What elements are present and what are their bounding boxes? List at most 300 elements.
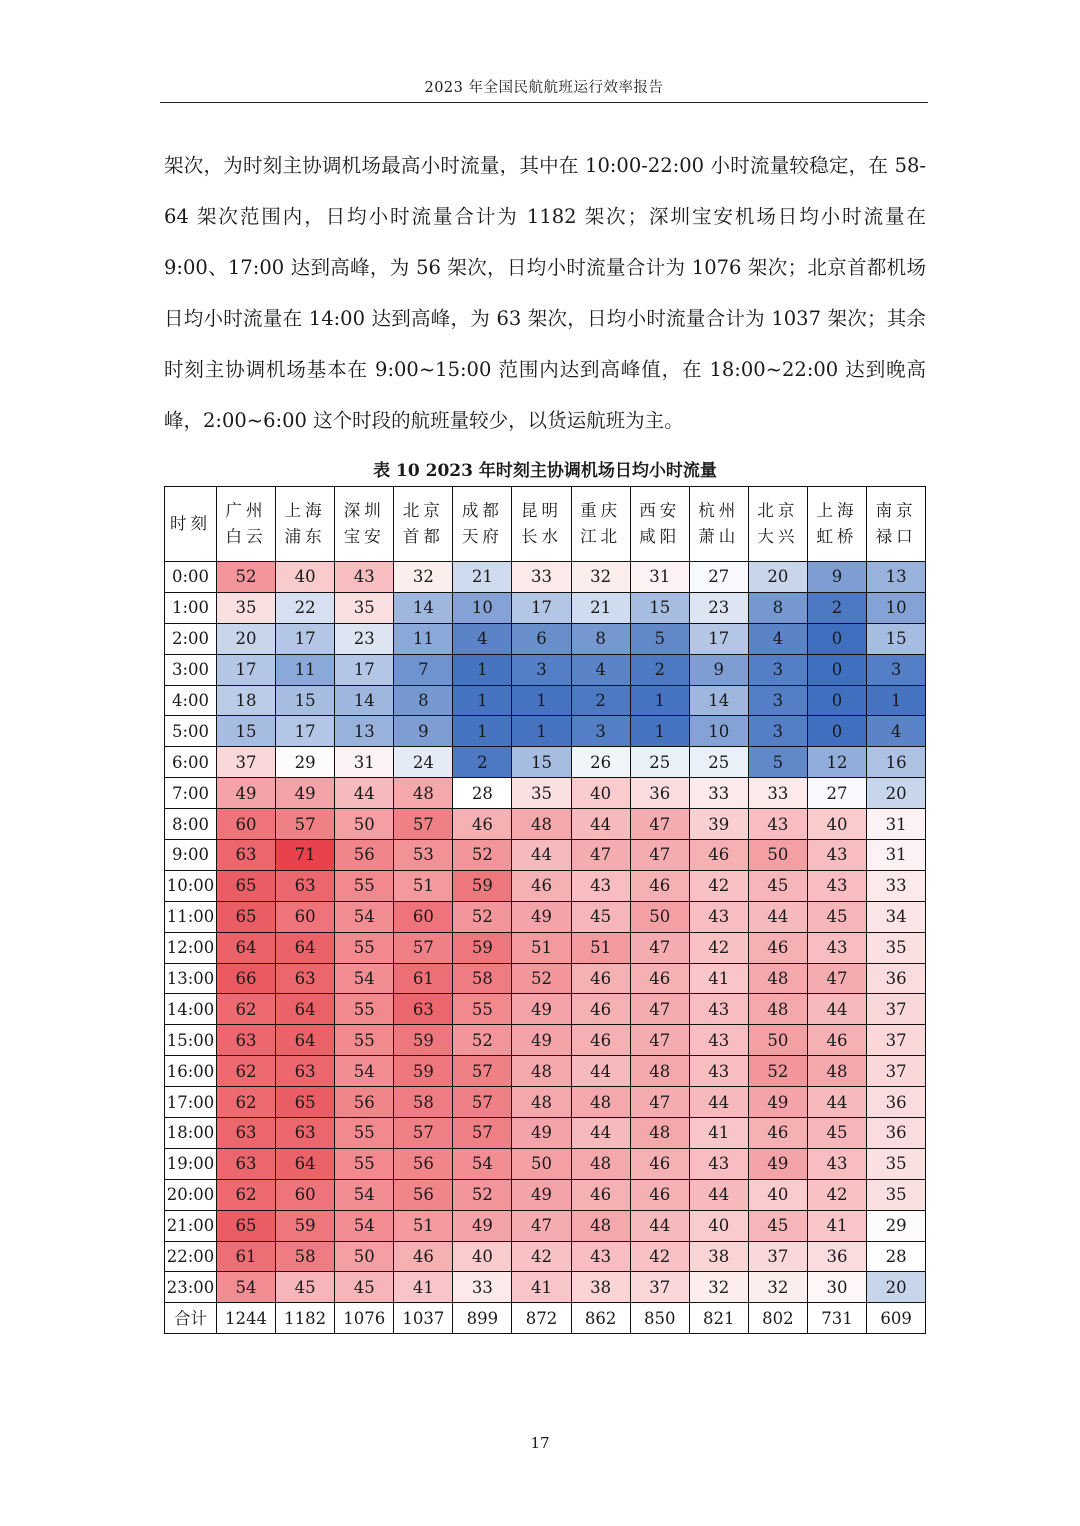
flow-cell: 33 xyxy=(453,1272,512,1303)
flow-cell: 58 xyxy=(394,1087,453,1118)
airport-header xyxy=(748,487,807,562)
table-caption: 表 10 2023 年时刻主协调机场日均小时流量 xyxy=(373,461,717,481)
time-cell: 1:00 xyxy=(165,592,217,623)
flow-cell: 47 xyxy=(630,994,689,1025)
flow-cell: 55 xyxy=(335,994,394,1025)
flow-cell: 16 xyxy=(867,747,926,778)
flow-cell: 46 xyxy=(630,963,689,994)
airport-city: 昆明 xyxy=(521,501,563,520)
flow-cell: 47 xyxy=(630,1025,689,1056)
flow-cell: 14 xyxy=(335,685,394,716)
flow-cell: 44 xyxy=(689,1087,748,1118)
flow-cell: 43 xyxy=(689,1025,748,1056)
flow-cell: 21 xyxy=(571,592,630,623)
flow-cell: 65 xyxy=(217,870,276,901)
flow-cell: 4 xyxy=(571,654,630,685)
flow-cell: 57 xyxy=(276,809,335,840)
airport-city: 广州 xyxy=(225,501,267,520)
flow-cell: 49 xyxy=(276,778,335,809)
airport-header xyxy=(217,487,276,562)
total-cell: 862 xyxy=(571,1303,630,1334)
time-cell: 23:00 xyxy=(165,1272,217,1303)
flow-cell: 64 xyxy=(276,932,335,963)
table-row xyxy=(165,685,926,716)
flow-cell: 45 xyxy=(807,901,866,932)
flow-cell: 33 xyxy=(689,778,748,809)
flow-cell: 14 xyxy=(394,592,453,623)
flow-cell: 36 xyxy=(630,778,689,809)
flow-cell: 48 xyxy=(512,1087,571,1118)
flow-cell: 36 xyxy=(867,1087,926,1118)
flow-cell: 71 xyxy=(276,840,335,871)
time-cell: 18:00 xyxy=(165,1118,217,1149)
flow-cell: 49 xyxy=(453,1210,512,1241)
flow-cell: 34 xyxy=(867,901,926,932)
airport-header xyxy=(807,487,866,562)
flow-cell: 63 xyxy=(217,1148,276,1179)
flow-cell: 52 xyxy=(453,901,512,932)
flow-cell: 8 xyxy=(748,592,807,623)
flow-cell: 46 xyxy=(630,1179,689,1210)
airport-header xyxy=(867,487,926,562)
total-cell: 1076 xyxy=(335,1303,394,1334)
flow-cell: 23 xyxy=(335,623,394,654)
flow-cell: 2 xyxy=(571,685,630,716)
flow-cell: 42 xyxy=(689,932,748,963)
flow-cell: 35 xyxy=(512,778,571,809)
flow-cell: 17 xyxy=(276,623,335,654)
flow-cell: 23 xyxy=(689,592,748,623)
flow-cell: 43 xyxy=(689,994,748,1025)
flow-cell: 46 xyxy=(571,994,630,1025)
flow-cell: 44 xyxy=(571,1056,630,1087)
flow-cell: 40 xyxy=(571,778,630,809)
flow-cell: 49 xyxy=(512,901,571,932)
flow-cell: 33 xyxy=(867,870,926,901)
flow-cell: 62 xyxy=(217,1087,276,1118)
flow-cell: 26 xyxy=(571,747,630,778)
flow-cell: 31 xyxy=(867,809,926,840)
flow-cell: 10 xyxy=(689,716,748,747)
flow-cell: 31 xyxy=(867,840,926,871)
flow-cell: 17 xyxy=(335,654,394,685)
flow-cell: 44 xyxy=(689,1179,748,1210)
flow-cell: 0 xyxy=(807,716,866,747)
flow-cell: 35 xyxy=(867,1148,926,1179)
flow-cell: 64 xyxy=(276,1025,335,1056)
airport-header xyxy=(453,487,512,562)
flow-cell: 48 xyxy=(748,963,807,994)
flow-cell: 39 xyxy=(689,809,748,840)
flow-cell: 41 xyxy=(807,1210,866,1241)
flow-cell: 45 xyxy=(571,901,630,932)
time-cell: 11:00 xyxy=(165,901,217,932)
airport-name: 白云 xyxy=(225,527,267,546)
flow-cell: 41 xyxy=(512,1272,571,1303)
flow-cell: 30 xyxy=(807,1272,866,1303)
flow-cell: 49 xyxy=(217,778,276,809)
time-cell: 3:00 xyxy=(165,654,217,685)
flow-cell: 64 xyxy=(276,1148,335,1179)
flow-cell: 0 xyxy=(807,623,866,654)
time-cell: 13:00 xyxy=(165,963,217,994)
flow-cell: 20 xyxy=(867,1272,926,1303)
flow-cell: 44 xyxy=(335,778,394,809)
flow-cell: 48 xyxy=(512,809,571,840)
flow-cell: 36 xyxy=(867,1118,926,1149)
total-label: 合计 xyxy=(165,1303,217,1334)
time-cell: 10:00 xyxy=(165,870,217,901)
airport-header xyxy=(276,487,335,562)
flow-cell: 50 xyxy=(748,840,807,871)
flow-cell: 50 xyxy=(748,1025,807,1056)
flow-cell: 5 xyxy=(630,623,689,654)
total-cell: 802 xyxy=(748,1303,807,1334)
flow-cell: 46 xyxy=(571,1179,630,1210)
flow-cell: 1 xyxy=(512,685,571,716)
flow-cell: 10 xyxy=(453,592,512,623)
flow-cell: 44 xyxy=(512,840,571,871)
table-row xyxy=(165,963,926,994)
flow-cell: 17 xyxy=(512,592,571,623)
flow-cell: 47 xyxy=(630,932,689,963)
flow-cell: 46 xyxy=(571,963,630,994)
flow-cell: 9 xyxy=(394,716,453,747)
flow-cell: 62 xyxy=(217,1179,276,1210)
flow-cell: 15 xyxy=(512,747,571,778)
flow-cell: 60 xyxy=(394,901,453,932)
flow-cell: 43 xyxy=(571,1241,630,1272)
flow-cell: 46 xyxy=(394,1241,453,1272)
table-row xyxy=(165,778,926,809)
flow-cell: 11 xyxy=(276,654,335,685)
flow-cell: 52 xyxy=(217,562,276,593)
header-rule xyxy=(160,102,928,103)
flow-cell: 35 xyxy=(867,932,926,963)
flow-cell: 42 xyxy=(512,1241,571,1272)
flow-cell: 48 xyxy=(394,778,453,809)
flow-cell: 43 xyxy=(807,870,866,901)
flow-cell: 65 xyxy=(217,1210,276,1241)
flow-cell: 1 xyxy=(630,716,689,747)
table-row xyxy=(165,840,926,871)
flow-cell: 28 xyxy=(867,1241,926,1272)
airport-header xyxy=(394,487,453,562)
flow-cell: 21 xyxy=(453,562,512,593)
flow-cell: 43 xyxy=(689,1056,748,1087)
flow-cell: 55 xyxy=(453,994,512,1025)
flow-cell: 63 xyxy=(217,840,276,871)
airport-city: 上海 xyxy=(816,501,858,520)
flow-cell: 54 xyxy=(335,901,394,932)
flow-cell: 59 xyxy=(453,932,512,963)
total-cell: 872 xyxy=(512,1303,571,1334)
airport-name: 宝安 xyxy=(343,527,385,546)
flow-cell: 43 xyxy=(335,562,394,593)
flow-cell: 51 xyxy=(512,932,571,963)
flow-cell: 15 xyxy=(217,716,276,747)
flow-cell: 44 xyxy=(807,994,866,1025)
flow-cell: 63 xyxy=(276,1056,335,1087)
airport-name: 虹桥 xyxy=(816,527,858,546)
flow-cell: 58 xyxy=(276,1241,335,1272)
flow-cell: 41 xyxy=(689,1118,748,1149)
flow-cell: 60 xyxy=(276,1179,335,1210)
flow-cell: 40 xyxy=(748,1179,807,1210)
flow-cell: 0 xyxy=(807,654,866,685)
flow-cell: 9 xyxy=(807,562,866,593)
flow-cell: 2 xyxy=(630,654,689,685)
flow-cell: 59 xyxy=(276,1210,335,1241)
flow-cell: 14 xyxy=(689,685,748,716)
flow-cell: 47 xyxy=(512,1210,571,1241)
flow-cell: 54 xyxy=(335,1179,394,1210)
flow-cell: 63 xyxy=(394,994,453,1025)
flow-cell: 32 xyxy=(571,562,630,593)
flow-cell: 62 xyxy=(217,1056,276,1087)
flow-cell: 43 xyxy=(807,840,866,871)
table-row xyxy=(165,1148,926,1179)
flow-cell: 31 xyxy=(630,562,689,593)
flow-cell: 44 xyxy=(807,1087,866,1118)
airport-city: 成都 xyxy=(461,501,503,520)
flow-cell: 51 xyxy=(394,1210,453,1241)
time-cell: 14:00 xyxy=(165,994,217,1025)
flow-cell: 48 xyxy=(571,1087,630,1118)
flow-cell: 40 xyxy=(276,562,335,593)
time-cell: 21:00 xyxy=(165,1210,217,1241)
table-row xyxy=(165,654,926,685)
flow-cell: 54 xyxy=(217,1272,276,1303)
table-row xyxy=(165,1179,926,1210)
time-cell: 4:00 xyxy=(165,685,217,716)
airport-header xyxy=(630,487,689,562)
flow-cell: 4 xyxy=(453,623,512,654)
airport-city: 杭州 xyxy=(698,501,740,520)
airport-city: 西安 xyxy=(639,501,681,520)
flow-cell: 48 xyxy=(512,1056,571,1087)
flow-cell: 49 xyxy=(748,1148,807,1179)
flow-cell: 64 xyxy=(217,932,276,963)
flow-cell: 62 xyxy=(217,994,276,1025)
flow-cell: 59 xyxy=(394,1056,453,1087)
flow-cell: 52 xyxy=(453,840,512,871)
table-row xyxy=(165,1087,926,1118)
flow-cell: 29 xyxy=(276,747,335,778)
flow-cell: 15 xyxy=(276,685,335,716)
flow-cell: 2 xyxy=(807,592,866,623)
flow-cell: 43 xyxy=(807,932,866,963)
flow-cell: 48 xyxy=(807,1056,866,1087)
flow-cell: 58 xyxy=(453,963,512,994)
flow-cell: 57 xyxy=(453,1056,512,1087)
flow-cell: 46 xyxy=(571,1025,630,1056)
time-cell: 2:00 xyxy=(165,623,217,654)
flow-cell: 36 xyxy=(867,963,926,994)
flow-cell: 55 xyxy=(335,1025,394,1056)
flow-cell: 65 xyxy=(276,1087,335,1118)
flow-cell: 37 xyxy=(748,1241,807,1272)
flow-cell: 47 xyxy=(571,840,630,871)
flow-cell: 49 xyxy=(748,1087,807,1118)
flow-cell: 44 xyxy=(630,1210,689,1241)
flow-cell: 57 xyxy=(453,1118,512,1149)
total-cell: 1182 xyxy=(276,1303,335,1334)
flow-cell: 32 xyxy=(748,1272,807,1303)
flow-cell: 32 xyxy=(394,562,453,593)
flow-cell: 20 xyxy=(748,562,807,593)
flow-cell: 46 xyxy=(807,1025,866,1056)
flow-cell: 50 xyxy=(512,1148,571,1179)
hourly-flow-table xyxy=(164,486,926,1334)
flow-cell: 53 xyxy=(394,840,453,871)
page-number: 17 xyxy=(530,1434,550,1452)
flow-cell: 3 xyxy=(512,654,571,685)
flow-cell: 54 xyxy=(335,963,394,994)
time-cell: 16:00 xyxy=(165,1056,217,1087)
flow-cell: 59 xyxy=(453,870,512,901)
flow-cell: 42 xyxy=(630,1241,689,1272)
flow-cell: 47 xyxy=(807,963,866,994)
time-cell: 0:00 xyxy=(165,562,217,593)
flow-cell: 9 xyxy=(689,654,748,685)
corner-header: 时刻 xyxy=(165,487,217,562)
table-row xyxy=(165,1056,926,1087)
flow-cell: 52 xyxy=(748,1056,807,1087)
flow-cell: 7 xyxy=(394,654,453,685)
flow-cell: 24 xyxy=(394,747,453,778)
flow-cell: 46 xyxy=(748,932,807,963)
flow-cell: 46 xyxy=(689,840,748,871)
flow-cell: 64 xyxy=(276,994,335,1025)
airport-header xyxy=(335,487,394,562)
flow-cell: 41 xyxy=(394,1272,453,1303)
flow-cell: 32 xyxy=(689,1272,748,1303)
flow-cell: 49 xyxy=(512,1179,571,1210)
flow-cell: 8 xyxy=(394,685,453,716)
flow-cell: 38 xyxy=(571,1272,630,1303)
flow-cell: 22 xyxy=(276,592,335,623)
flow-cell: 59 xyxy=(394,1025,453,1056)
flow-cell: 55 xyxy=(335,1148,394,1179)
flow-cell: 49 xyxy=(512,1118,571,1149)
flow-cell: 44 xyxy=(571,809,630,840)
flow-cell: 40 xyxy=(689,1210,748,1241)
flow-cell: 29 xyxy=(867,1210,926,1241)
flow-cell: 35 xyxy=(335,592,394,623)
table-header-row xyxy=(165,487,926,562)
flow-cell: 42 xyxy=(689,870,748,901)
airport-name: 大兴 xyxy=(757,527,799,546)
flow-cell: 63 xyxy=(276,963,335,994)
flow-cell: 11 xyxy=(394,623,453,654)
flow-cell: 40 xyxy=(453,1241,512,1272)
flow-cell: 28 xyxy=(453,778,512,809)
flow-cell: 41 xyxy=(689,963,748,994)
flow-cell: 52 xyxy=(512,963,571,994)
airport-city: 北京 xyxy=(757,501,799,520)
flow-cell: 27 xyxy=(807,778,866,809)
flow-cell: 65 xyxy=(217,901,276,932)
time-cell: 6:00 xyxy=(165,747,217,778)
flow-cell: 3 xyxy=(867,654,926,685)
airport-name: 萧山 xyxy=(698,527,740,546)
flow-cell: 12 xyxy=(807,747,866,778)
flow-cell: 17 xyxy=(217,654,276,685)
flow-cell: 43 xyxy=(748,809,807,840)
flow-cell: 61 xyxy=(394,963,453,994)
airport-city: 上海 xyxy=(284,501,326,520)
table-row xyxy=(165,1241,926,1272)
time-cell: 9:00 xyxy=(165,840,217,871)
airport-name: 天府 xyxy=(461,527,503,546)
table-row xyxy=(165,747,926,778)
flow-cell: 5 xyxy=(748,747,807,778)
flow-cell: 35 xyxy=(217,592,276,623)
airport-header xyxy=(571,487,630,562)
flow-cell: 47 xyxy=(630,840,689,871)
flow-cell: 46 xyxy=(512,870,571,901)
flow-cell: 63 xyxy=(217,1025,276,1056)
flow-cell: 40 xyxy=(807,809,866,840)
flow-cell: 1 xyxy=(453,654,512,685)
flow-cell: 45 xyxy=(807,1118,866,1149)
flow-cell: 45 xyxy=(748,870,807,901)
flow-cell: 63 xyxy=(276,1118,335,1149)
flow-cell: 50 xyxy=(630,901,689,932)
flow-cell: 56 xyxy=(394,1179,453,1210)
flow-cell: 63 xyxy=(276,870,335,901)
flow-cell: 60 xyxy=(276,901,335,932)
flow-cell: 51 xyxy=(571,932,630,963)
flow-cell: 4 xyxy=(748,623,807,654)
time-cell: 20:00 xyxy=(165,1179,217,1210)
flow-cell: 57 xyxy=(453,1087,512,1118)
flow-cell: 42 xyxy=(807,1179,866,1210)
flow-cell: 20 xyxy=(867,778,926,809)
flow-cell: 31 xyxy=(335,747,394,778)
flow-cell: 10 xyxy=(867,592,926,623)
flow-cell: 56 xyxy=(335,840,394,871)
flow-cell: 6 xyxy=(512,623,571,654)
airport-city: 北京 xyxy=(402,501,444,520)
table-row xyxy=(165,1118,926,1149)
table-row xyxy=(165,562,926,593)
flow-cell: 13 xyxy=(867,562,926,593)
airport-city: 南京 xyxy=(875,501,917,520)
table-row xyxy=(165,932,926,963)
flow-cell: 3 xyxy=(748,654,807,685)
flow-cell: 1 xyxy=(453,716,512,747)
table-row xyxy=(165,1210,926,1241)
flow-cell: 48 xyxy=(630,1056,689,1087)
flow-cell: 50 xyxy=(335,1241,394,1272)
flow-cell: 25 xyxy=(689,747,748,778)
table-row xyxy=(165,809,926,840)
flow-cell: 57 xyxy=(394,932,453,963)
total-cell: 609 xyxy=(867,1303,926,1334)
flow-cell: 43 xyxy=(807,1148,866,1179)
total-cell: 899 xyxy=(453,1303,512,1334)
airport-name: 长水 xyxy=(521,527,563,546)
flow-cell: 52 xyxy=(453,1179,512,1210)
flow-cell: 46 xyxy=(453,809,512,840)
time-cell: 5:00 xyxy=(165,716,217,747)
table-row xyxy=(165,870,926,901)
flow-cell: 56 xyxy=(335,1087,394,1118)
flow-cell: 51 xyxy=(394,870,453,901)
airport-name: 禄口 xyxy=(875,527,917,546)
